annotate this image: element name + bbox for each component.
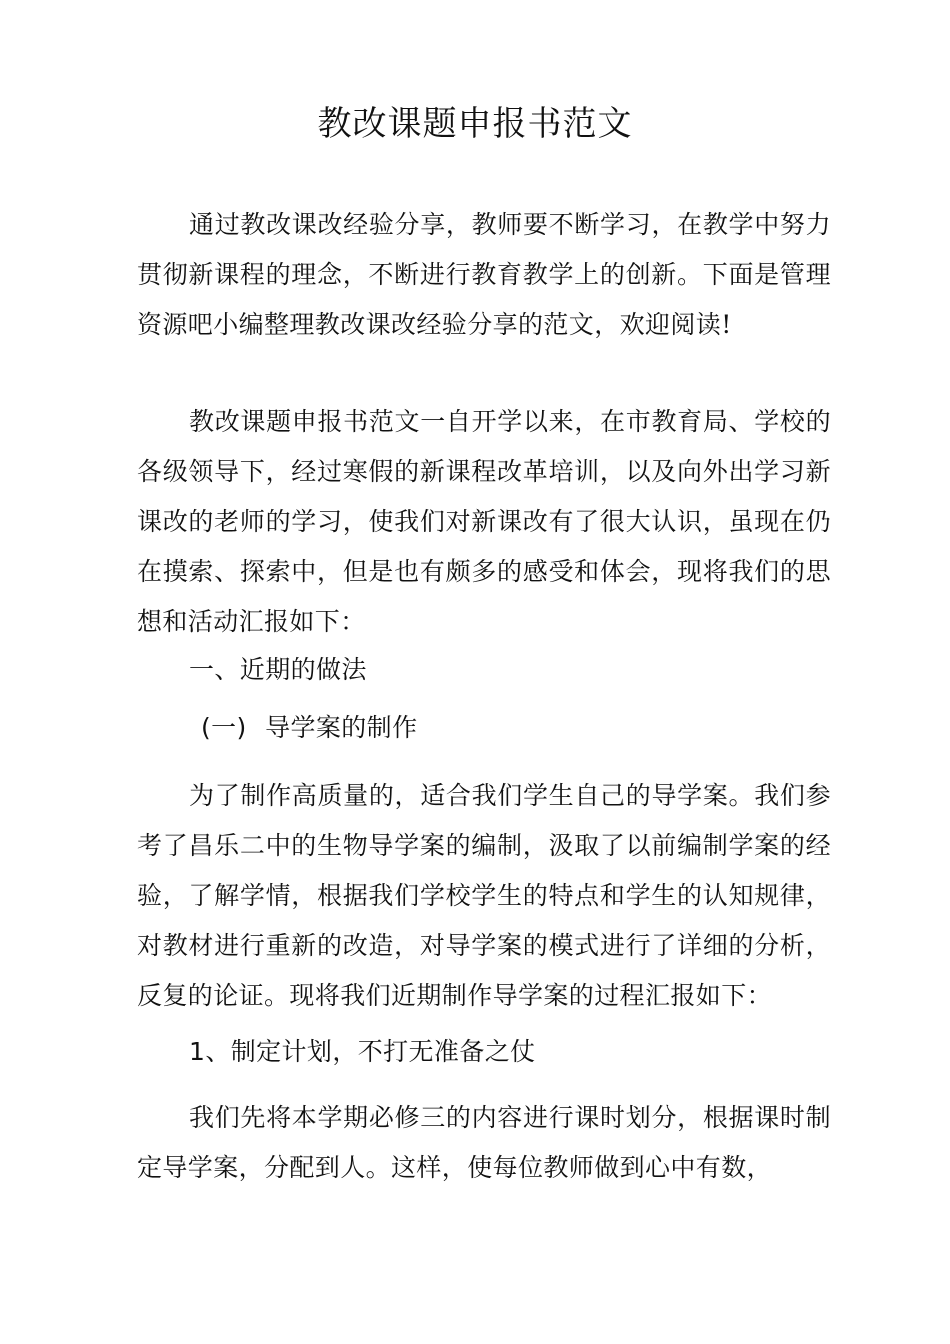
paragraph-3: 我们先将本学期必修三的内容进行课时划分，根据课时制定导学案，分配到人。这样，使每位教师做到心中有数， [137,1103,831,1182]
paragraph-1: 教改课题申报书范文一自开学以来，在市教育局、学校的各级领导下，经过寒假的新课程改革培训，以及向外出学习新课改的老师的学习，使我们对新课改有了很大认识，虽现在仍在摸索、探索中，但是也有颇多的感受和体会，现将我们的思想和活动汇报如下： [137,407,831,636]
item-title: 、制定计划，不打无准备之仗 [205,1037,536,1066]
subsection-title: 导学案的制作 [265,713,418,742]
intro-paragraph: 通过教改课改经验分享，教师要不断学习，在教学中努力贯彻新课程的理念，不断进行教育教学上的创新。下面是管理资源吧小编整理教改课改经验分享的范文，欢迎阅读! [137,210,831,339]
item-number: 1 [189,1037,206,1066]
document-title: 教改课题申报书范文 [317,104,633,144]
item-heading-1 [189,1027,536,1077]
subsection-number: (一) [201,713,247,742]
section-heading-1: 一、近期的做法 [189,655,367,684]
subsection-heading-1 [201,703,417,753]
paragraph-2: 为了制作高质量的，适合我们学生自己的导学案。我们参考了昌乐二中的生物导学案的编制，汲取了以前编制学案的经验，了解学情，根据我们学校学生的特点和学生的认知规律，对教材进行重新的改造，对导学案的模式进行了详细的分析，反复的论证。现将我们近期制作导学案的过程汇报如下： [137,781,831,1010]
